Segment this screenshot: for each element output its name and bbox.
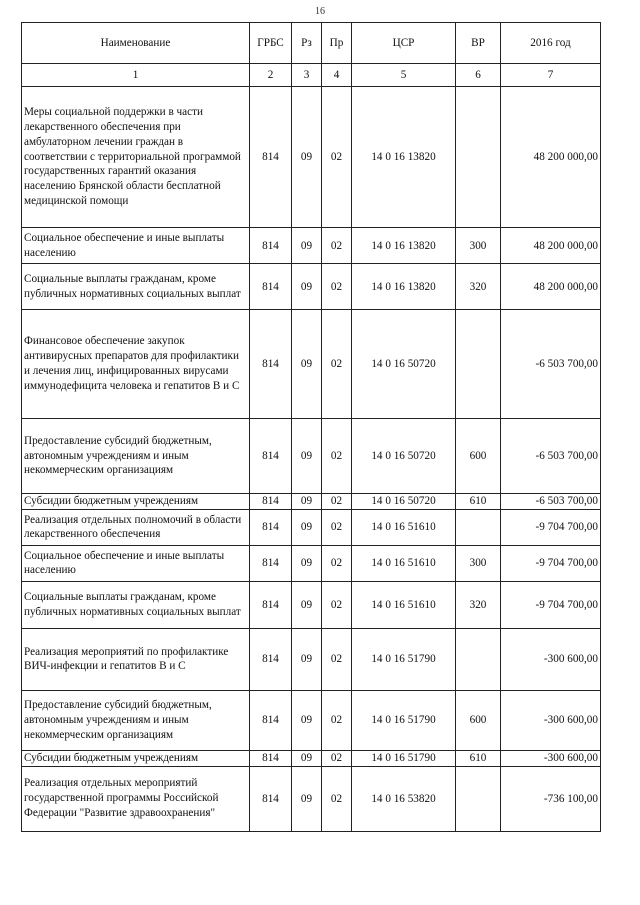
column-number: 3 xyxy=(292,64,322,87)
table-row xyxy=(22,581,601,628)
table-row xyxy=(22,228,601,264)
row-grbs: 814 xyxy=(250,494,292,510)
row-pr: 02 xyxy=(322,264,352,310)
row-pr: 02 xyxy=(322,750,352,766)
page-number: 16 xyxy=(315,6,325,17)
row-grbs: 814 xyxy=(250,419,292,494)
row-vr xyxy=(456,509,501,545)
header-csr: ЦСР xyxy=(352,23,456,64)
row-rz: 09 xyxy=(292,581,322,628)
row-vr: 300 xyxy=(456,545,501,581)
row-csr: 14 0 16 50720 xyxy=(352,310,456,419)
header-grbs: ГРБС xyxy=(250,23,292,64)
row-grbs: 814 xyxy=(250,87,292,228)
row-sum: -300 600,00 xyxy=(501,628,601,690)
header-vr: ВР xyxy=(456,23,501,64)
row-pr: 02 xyxy=(322,690,352,750)
row-name: Реализация отдельных полномочий в области лекарственного обеспечения xyxy=(22,509,250,545)
header-name: Наименование xyxy=(22,23,250,64)
row-vr xyxy=(456,766,501,831)
row-grbs: 814 xyxy=(250,628,292,690)
table-row xyxy=(22,494,601,510)
row-csr: 14 0 16 51610 xyxy=(352,581,456,628)
row-rz: 09 xyxy=(292,310,322,419)
row-vr: 320 xyxy=(456,581,501,628)
header-year: 2016 год xyxy=(501,23,601,64)
row-name: Социальное обеспечение и иные выплаты населению xyxy=(22,228,250,264)
row-sum: -6 503 700,00 xyxy=(501,419,601,494)
table-row xyxy=(22,310,601,419)
row-grbs: 814 xyxy=(250,690,292,750)
row-csr: 14 0 16 51790 xyxy=(352,690,456,750)
row-name: Реализация мероприятий по профилактике ВИЧ-инфекции и гепатитов В и С xyxy=(22,628,250,690)
table-row xyxy=(22,264,601,310)
row-name: Субсидии бюджетным учреждениям xyxy=(22,494,250,510)
row-rz: 09 xyxy=(292,750,322,766)
row-csr: 14 0 16 53820 xyxy=(352,766,456,831)
row-name: Социальные выплаты гражданам, кроме публичных нормативных социальных выплат xyxy=(22,581,250,628)
row-pr: 02 xyxy=(322,494,352,510)
row-name: Социальное обеспечение и иные выплаты населению xyxy=(22,545,250,581)
row-pr: 02 xyxy=(322,419,352,494)
row-csr: 14 0 16 50720 xyxy=(352,494,456,510)
row-sum: -300 600,00 xyxy=(501,750,601,766)
table-row xyxy=(22,509,601,545)
row-name: Субсидии бюджетным учреждениям xyxy=(22,750,250,766)
row-sum: -6 503 700,00 xyxy=(501,494,601,510)
row-name: Социальные выплаты гражданам, кроме публичных нормативных социальных выплат xyxy=(22,264,250,310)
row-sum: -9 704 700,00 xyxy=(501,545,601,581)
table-row xyxy=(22,766,601,831)
row-vr xyxy=(456,87,501,228)
row-vr: 600 xyxy=(456,419,501,494)
row-sum: 48 200 000,00 xyxy=(501,87,601,228)
column-number-row xyxy=(22,64,601,87)
column-number: 6 xyxy=(456,64,501,87)
row-grbs: 814 xyxy=(250,766,292,831)
row-rz: 09 xyxy=(292,509,322,545)
row-rz: 09 xyxy=(292,766,322,831)
row-rz: 09 xyxy=(292,545,322,581)
row-pr: 02 xyxy=(322,310,352,419)
row-pr: 02 xyxy=(322,87,352,228)
row-grbs: 814 xyxy=(250,750,292,766)
row-vr: 320 xyxy=(456,264,501,310)
row-sum: -9 704 700,00 xyxy=(501,509,601,545)
row-vr: 610 xyxy=(456,750,501,766)
row-rz: 09 xyxy=(292,494,322,510)
budget-table xyxy=(21,22,601,832)
row-csr: 14 0 16 13820 xyxy=(352,228,456,264)
row-rz: 09 xyxy=(292,628,322,690)
row-pr: 02 xyxy=(322,581,352,628)
row-sum: 48 200 000,00 xyxy=(501,228,601,264)
table-row xyxy=(22,690,601,750)
column-number: 1 xyxy=(22,64,250,87)
row-name: Меры социальной поддержки в части лекарственного обеспечения при амбулаторном лечении граждан в соответствии с территориальной программой государственных гарантий оказания населению Брянской области бесплатной медицинской помощи xyxy=(22,87,250,228)
row-pr: 02 xyxy=(322,228,352,264)
row-name: Реализация отдельных мероприятий государственной программы Российской Федерации "Развитие здравоохранения" xyxy=(22,766,250,831)
table-row xyxy=(22,87,601,228)
row-csr: 14 0 16 13820 xyxy=(352,264,456,310)
table-row xyxy=(22,750,601,766)
row-csr: 14 0 16 51790 xyxy=(352,628,456,690)
header-rz: Рз xyxy=(292,23,322,64)
row-pr: 02 xyxy=(322,509,352,545)
row-sum: -300 600,00 xyxy=(501,690,601,750)
row-grbs: 814 xyxy=(250,310,292,419)
header-pr: Пр xyxy=(322,23,352,64)
column-number: 7 xyxy=(501,64,601,87)
table-row xyxy=(22,545,601,581)
row-sum: -6 503 700,00 xyxy=(501,310,601,419)
row-pr: 02 xyxy=(322,545,352,581)
row-grbs: 814 xyxy=(250,509,292,545)
row-pr: 02 xyxy=(322,628,352,690)
column-number: 5 xyxy=(352,64,456,87)
row-sum: 48 200 000,00 xyxy=(501,264,601,310)
row-grbs: 814 xyxy=(250,228,292,264)
row-csr: 14 0 16 13820 xyxy=(352,87,456,228)
row-sum: -9 704 700,00 xyxy=(501,581,601,628)
row-grbs: 814 xyxy=(250,581,292,628)
row-rz: 09 xyxy=(292,690,322,750)
row-vr xyxy=(456,310,501,419)
row-name: Финансовое обеспечение закупок антивирусных препаратов для профилактики и лечения лиц, инфицированных вирусами иммунодефицита человека и гепатитов В и С xyxy=(22,310,250,419)
column-number: 2 xyxy=(250,64,292,87)
column-number: 4 xyxy=(322,64,352,87)
row-rz: 09 xyxy=(292,87,322,228)
row-rz: 09 xyxy=(292,419,322,494)
table-row xyxy=(22,419,601,494)
table-body xyxy=(22,87,601,832)
row-vr: 610 xyxy=(456,494,501,510)
row-csr: 14 0 16 51610 xyxy=(352,509,456,545)
row-name: Предоставление субсидий бюджетным, автономным учреждениям и иным некоммерческим организациям xyxy=(22,419,250,494)
row-grbs: 814 xyxy=(250,545,292,581)
row-sum: -736 100,00 xyxy=(501,766,601,831)
row-rz: 09 xyxy=(292,264,322,310)
row-rz: 09 xyxy=(292,228,322,264)
header-row xyxy=(22,23,601,64)
row-pr: 02 xyxy=(322,766,352,831)
row-vr: 600 xyxy=(456,690,501,750)
row-csr: 14 0 16 51610 xyxy=(352,545,456,581)
row-grbs: 814 xyxy=(250,264,292,310)
table-row xyxy=(22,628,601,690)
row-vr xyxy=(456,628,501,690)
row-name: Предоставление субсидий бюджетным, автономным учреждениям и иным некоммерческим организациям xyxy=(22,690,250,750)
row-csr: 14 0 16 50720 xyxy=(352,419,456,494)
row-csr: 14 0 16 51790 xyxy=(352,750,456,766)
row-vr: 300 xyxy=(456,228,501,264)
